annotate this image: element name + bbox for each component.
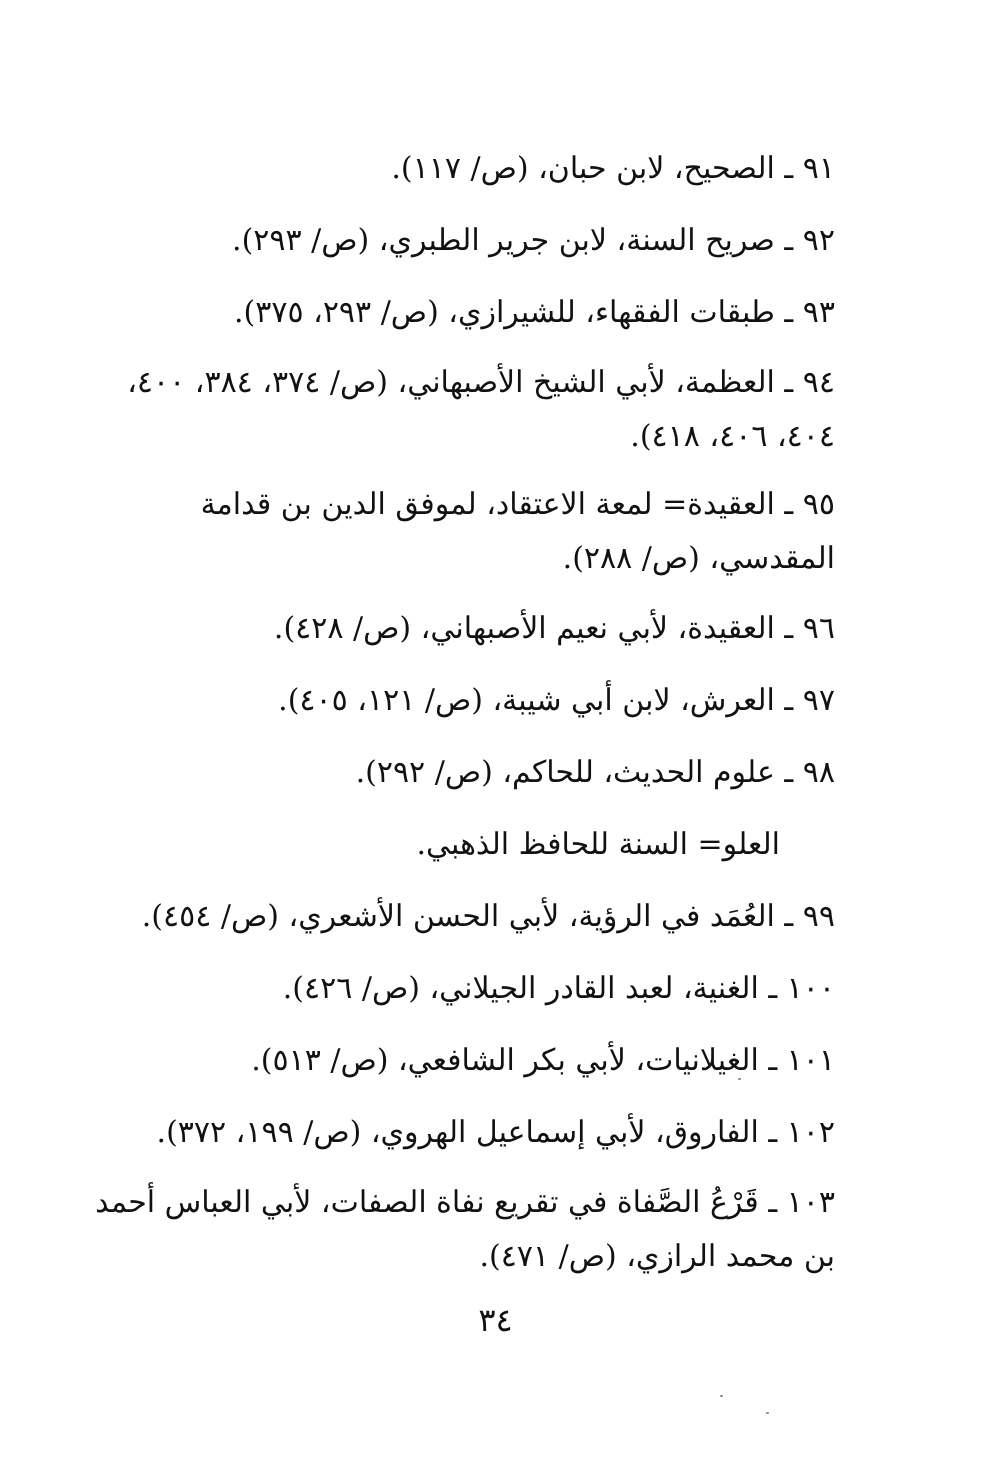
scan-speck	[766, 1412, 769, 1414]
entry-separator: ـ	[758, 1185, 787, 1220]
entry-text: العقيدة= لمعة الاعتقاد، لموفق الدين بن قدامة المقدسي، (ص/ ٢٨٨).	[200, 487, 835, 576]
list-item	[95, 1176, 835, 1284]
entry-separator: ـ	[774, 611, 803, 646]
entry-text: علوم الحديث، للحاكم، (ص/ ٢٩٢).	[355, 755, 775, 790]
entry-text: العظمة، لأبي الشيخ الأصبهاني، (ص/ ٣٧٤، ٣٨٤، ٤٠٠، ٤٠٤، ٤٠٦، ٤١٨).	[127, 365, 835, 454]
entry-text: الصحيح، لابن حبان، (ص/ ١١٧).	[391, 151, 775, 186]
entry-number: ٩٢	[802, 223, 835, 258]
scan-speck	[738, 1078, 741, 1080]
entry-text: العرش، لابن أبي شيبة، (ص/ ١٢١، ٤٠٥).	[278, 683, 775, 718]
cross-reference-note	[95, 816, 835, 874]
entry-separator: ـ	[774, 487, 803, 522]
entry-separator: ـ	[774, 295, 803, 330]
entry-text: الغنية، لعبد القادر الجيلاني، (ص/ ٤٢٦).	[282, 971, 759, 1006]
entry-number: ٩٤	[802, 365, 835, 400]
page-number: ٣٤	[478, 1301, 513, 1339]
entry-text: العقيدة، لأبي نعيم الأصبهاني، (ص/ ٤٢٨).	[273, 611, 775, 646]
entry-separator: ـ	[774, 365, 803, 400]
entry-number: ٩٣	[802, 295, 835, 330]
entry-number: ٩٦	[802, 611, 835, 646]
list-item	[95, 212, 835, 270]
entry-number: ٩٨	[802, 755, 835, 790]
entry-number: ١٠٢	[786, 1115, 835, 1150]
list-item	[95, 888, 835, 946]
entry-separator: ـ	[774, 151, 803, 186]
entry-number: ٩٩	[802, 899, 835, 934]
list-item	[95, 672, 835, 730]
list-item	[95, 356, 835, 464]
entry-text: العلو= السنة للحافظ الذهبي.	[416, 827, 780, 862]
entry-text: الفاروق، لأبي إسماعيل الهروي، (ص/ ١٩٩، ٣٧٢).	[156, 1115, 759, 1150]
entry-text: صريح السنة، لابن جرير الطبري، (ص/ ٢٩٣).	[232, 223, 775, 258]
entry-number: ٩٧	[802, 683, 835, 718]
entry-separator: ـ	[758, 1115, 787, 1150]
entry-separator: ـ	[774, 683, 803, 718]
entry-separator: ـ	[758, 1043, 787, 1078]
entry-text: طبقات الفقهاء، للشيرازي، (ص/ ٢٩٣، ٣٧٥).	[234, 295, 775, 330]
list-item	[95, 478, 835, 586]
entry-number: ١٠١	[786, 1043, 835, 1078]
entry-separator: ـ	[774, 899, 803, 934]
entry-separator: ـ	[758, 971, 787, 1006]
entry-text: الغيلانيات، لأبي بكر الشافعي، (ص/ ٥١٣).	[251, 1043, 759, 1078]
list-item	[95, 600, 835, 658]
references-list	[95, 140, 835, 1298]
list-item	[95, 140, 835, 198]
entry-number: ٩٥	[802, 487, 835, 522]
entry-number: ١٠٣	[786, 1185, 835, 1220]
entry-text: قَرْعُ الصَّفاة في تقريع نفاة الصفات، لأبي العباس أحمد بن محمد الرازي، (ص/ ٤٧١).	[95, 1185, 835, 1274]
list-item	[95, 1032, 835, 1090]
entry-number: ١٠٠	[786, 971, 835, 1006]
entry-number: ٩١	[802, 151, 835, 186]
entry-text: العُمَد في الرؤية، لأبي الحسن الأشعري، (ص/ ٤٥٤).	[141, 899, 775, 934]
list-item	[95, 284, 835, 342]
list-item	[95, 744, 835, 802]
entry-separator: ـ	[774, 755, 803, 790]
entry-separator: ـ	[774, 223, 803, 258]
scan-speck	[720, 1395, 723, 1397]
list-item	[95, 960, 835, 1018]
list-item	[95, 1104, 835, 1162]
